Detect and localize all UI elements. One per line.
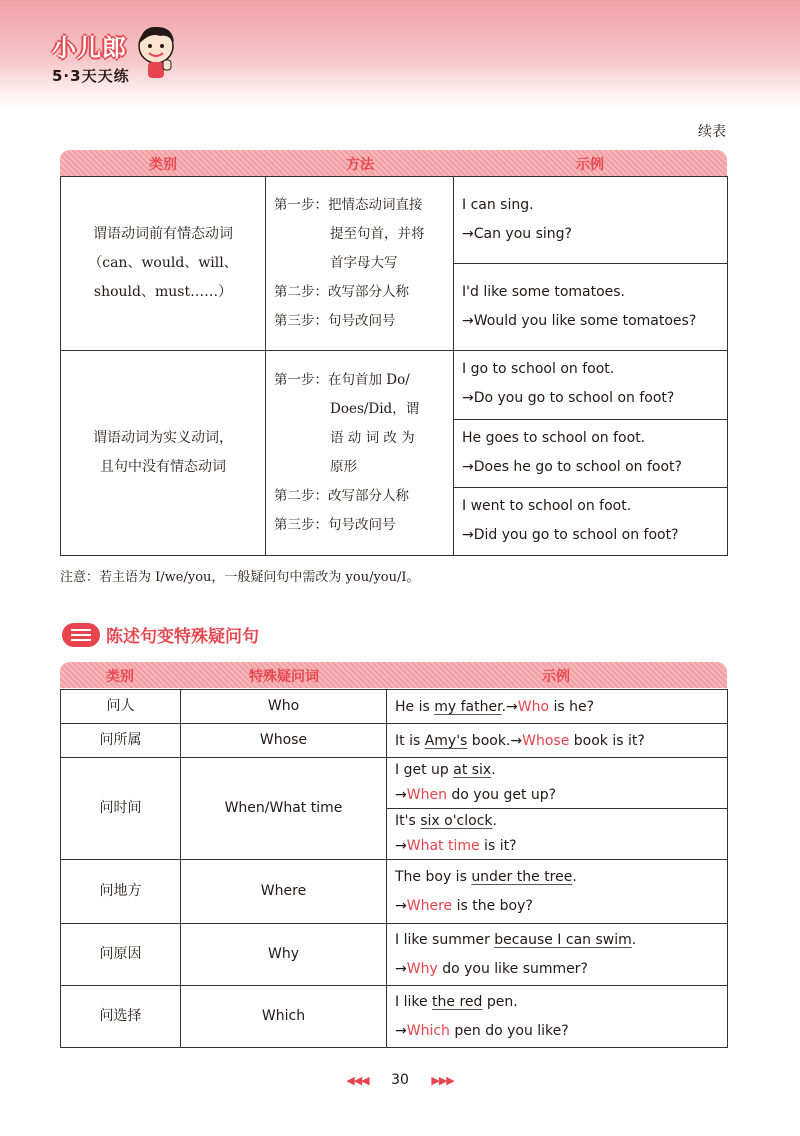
category-cell: 问时间 [61,758,181,860]
underlined-phrase: the red [432,993,483,1010]
table2-col-example: 示例 [542,669,570,685]
continued-label: 续表 [698,124,726,140]
category-cell: 问人 [61,690,181,724]
question-word-cell: Where [181,860,387,924]
example-block: I go to school on foot. →Do you go to school on foot? [462,361,675,406]
question-word: Who [517,698,550,715]
question-word-cell: Why [181,924,387,986]
underlined-phrase: six o'clock [420,813,493,829]
example-block: I like summer because I can swim. →Why do you like summer? [395,931,637,977]
example-cell [454,351,728,556]
question-word: Whose [522,732,570,749]
example-cell [387,724,728,758]
underlined-phrase: my father [434,698,502,715]
example-block: It is Amy's book.→Whose book is it? [395,732,645,749]
underlined-phrase: because I can swim [494,931,632,948]
category-cell: 谓语动词为实义动词， 且句中没有情态动词 [61,351,266,556]
example-block: He goes to school on foot. →Does he go to school on foot? [454,419,727,487]
category-cell: 谓语动词前有情态动词 （can、would、will、 should、must……） [61,177,266,351]
example-block: The boy is under the tree. →Where is the boy? [395,868,577,914]
table-row [61,724,728,758]
example-cell [387,924,728,986]
question-word: Which [406,1022,450,1039]
example-cell [387,758,728,860]
page-footer [0,1072,800,1088]
category-cell: 问选择 [61,986,181,1048]
category-cell: 问地方 [61,860,181,924]
example-block: It's six o'clock. →What time is it? [387,808,727,859]
example-block: I like the red pen. →Which pen do you like? [395,993,569,1039]
table2-header [60,662,727,688]
question-word: What time [406,838,480,854]
prev-arrows-icon: ◀◀◀ [346,1074,369,1087]
brand-name: 小儿郎 [52,34,127,62]
example-cell [454,177,728,351]
section-heading [62,622,259,647]
table2-col-category: 类别 [106,669,134,685]
section-number-icon [62,623,100,647]
table2-col-word: 特殊疑问词 [249,669,319,685]
brand-subtitle: 5·3天天练 [52,67,130,85]
category-cell: 问原因 [61,924,181,986]
question-word-cell: When/What time [181,758,387,860]
table-row [61,924,728,986]
underlined-phrase: under the tree [471,868,573,885]
question-word: When [406,787,447,803]
method-cell: 第一步：把情态动词直接 提至句首，并将 首字母大写 第二步：改写部分人称 第三步：句号改问号 [266,177,454,351]
example-cell [387,860,728,924]
next-arrows-icon: ▶▶▶ [431,1074,454,1087]
question-word-cell: Who [181,690,387,724]
underlined-phrase: at six [453,762,492,778]
page-number: 30 [391,1072,409,1088]
question-word: Where [406,897,453,914]
table-row [61,351,728,556]
example-cell [387,690,728,724]
table-row [61,986,728,1048]
table-row [61,860,728,924]
question-word: Why [406,960,438,977]
example-block: I get up at six. →When do you get up? [395,762,557,803]
table2 [60,689,728,1048]
table-row [61,758,728,860]
table1-col-method: 方法 [346,157,374,173]
table1 [60,176,728,556]
example-block: I went to school on foot. →Did you go to school on foot? [454,487,727,555]
question-word-cell: Whose [181,724,387,758]
section-title: 陈述句变特殊疑问句 [106,627,259,647]
table1-header [60,150,727,176]
question-word-cell: Which [181,986,387,1048]
mascot-icon [134,22,178,80]
example-cell [387,986,728,1048]
note-text: 注意：若主语为 I/we/you，一般疑问句中需改为 you/you/I。 [60,570,420,585]
example-block: I can sing. →Can you sing? [462,197,572,242]
table-row [61,690,728,724]
table1-col-category: 类别 [149,157,177,173]
table1-col-example: 示例 [576,157,604,173]
table-row [61,177,728,351]
underlined-phrase: Amy's [424,732,468,749]
brand-logo [52,28,130,86]
example-block: He is my father.→Who is he? [395,698,595,715]
category-cell: 问所属 [61,724,181,758]
example-block: I'd like some tomatoes. →Would you like some tomatoes? [454,263,727,350]
method-cell: 第一步：在句首加 Do/ Does/Did，谓 语 动 词 改 为 原形 第二步：改写部分人称 第三步：句号改问号 [266,351,454,556]
